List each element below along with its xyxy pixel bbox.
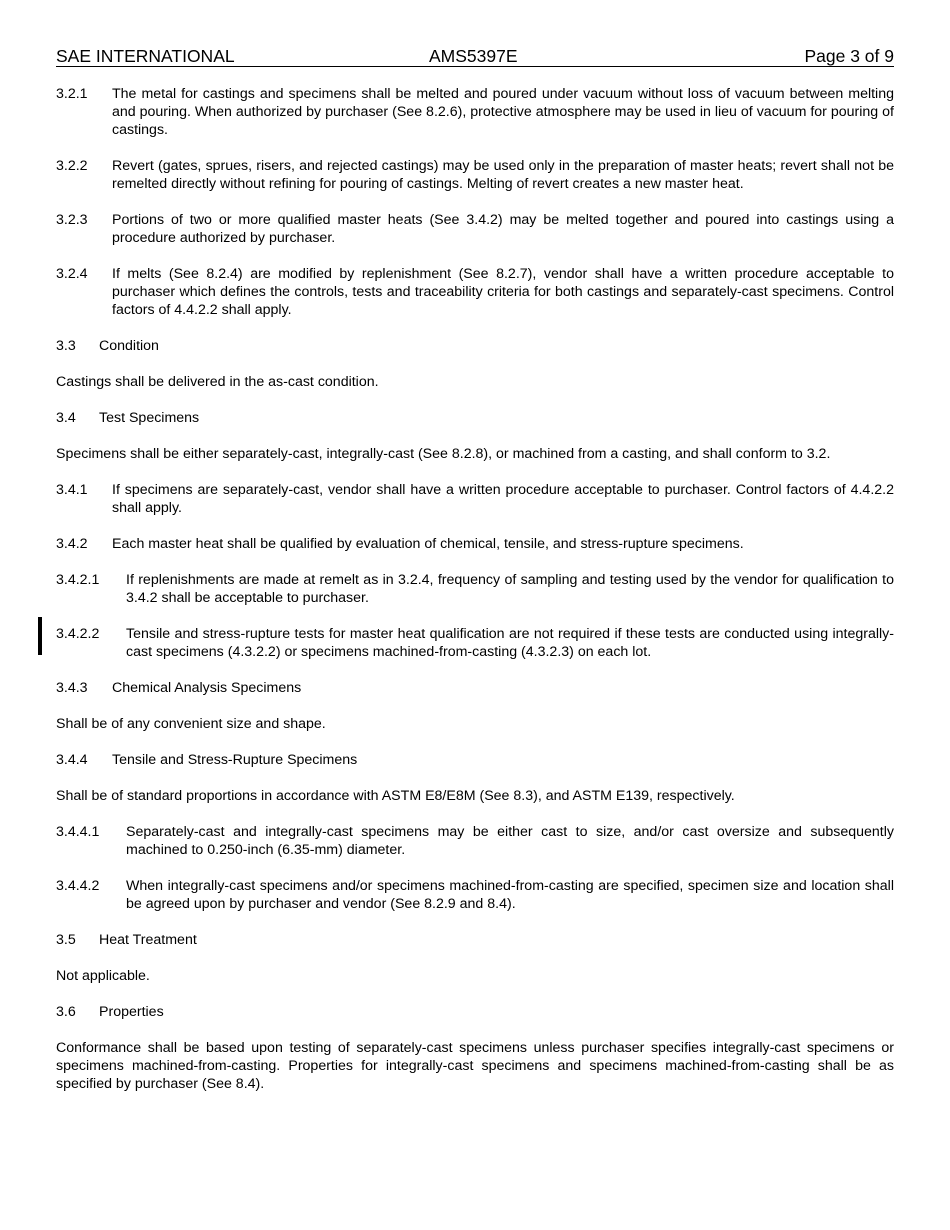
clause-3-2-2 (56, 157, 894, 193)
clause-3-4-2-1 (56, 571, 894, 607)
section-title: Properties (99, 1004, 164, 1020)
section-number: 3.3 (56, 338, 76, 354)
clause-3-2-1 (56, 85, 894, 139)
clause-text: Tensile and stress-rupture tests for master heat qualification are not required if these tests are conducted using integrally-cast specimens (4.3.2.2) or specimens machined-from-casting (4.3.2.3) on each lot. (126, 626, 894, 660)
section-heading-3-4-3 (56, 679, 894, 697)
clause-text: If specimens are separately-cast, vendor shall have a written procedure acceptable to purchaser. Control factors of 4.4.2.2 shall apply. (112, 482, 894, 516)
header-page-number: Page 3 of 9 (804, 46, 894, 66)
section-heading-3-4 (56, 409, 894, 427)
clause-number: 3.2.3 (56, 212, 88, 228)
clause-text: Separately-cast and integrally-cast specimens may be either cast to size, and/or cast oversize and subsequently machined to 0.250-inch (6.35-mm) diameter. (126, 824, 894, 858)
section-title: Condition (99, 338, 159, 354)
section-paragraph-3-3: Castings shall be delivered in the as-cast condition. (56, 374, 379, 390)
clause-3-4-4-2 (56, 877, 894, 913)
clause-number: 3.2.4 (56, 266, 88, 282)
clause-number: 3.2.2 (56, 158, 88, 174)
section-paragraph-3-6: Conformance shall be based upon testing of separately-cast specimens unless purchaser specifies integrally-cast specimens or specimens machined-from-casting. Properties for integrally-cast specimens and specimens machined-from-casting shall be as specified by purchaser (See 8.4). (56, 1040, 894, 1092)
clause-text: When integrally-cast specimens and/or specimens machined-from-casting are specified, specimen size and location shall be agreed upon by purchaser and vendor (See 8.2.9 and 8.4). (126, 878, 894, 912)
section-heading-3-4-4 (56, 751, 894, 769)
section-paragraph-3-4: Specimens shall be either separately-cast, integrally-cast (See 8.2.8), or machined from a casting, and shall conform to 3.2. (56, 446, 831, 462)
clause-3-2-4 (56, 265, 894, 319)
section-number: 3.4.4 (56, 752, 88, 768)
section-heading-3-5 (56, 931, 894, 949)
clause-3-4-4-1 (56, 823, 894, 859)
clause-number: 3.4.4.2 (56, 878, 100, 894)
clause-text: Portions of two or more qualified master heats (See 3.4.2) may be melted together and poured into castings using a procedure authorized by purchaser. (112, 212, 894, 246)
section-number: 3.6 (56, 1004, 76, 1020)
section-title: Test Specimens (99, 410, 200, 426)
clause-number: 3.4.2 (56, 536, 88, 552)
page-header (56, 44, 894, 67)
section-heading-3-3 (56, 337, 894, 355)
section-number: 3.5 (56, 932, 76, 948)
clause-number: 3.4.2.2 (56, 626, 100, 642)
section-number: 3.4.3 (56, 680, 88, 696)
clause-number: 3.4.4.1 (56, 824, 100, 840)
clause-text: Each master heat shall be qualified by evaluation of chemical, tensile, and stress-rupture specimens. (112, 536, 744, 552)
clause-number: 3.2.1 (56, 86, 88, 102)
revision-bar (38, 617, 42, 655)
header-document-id: AMS5397E (429, 46, 518, 66)
clause-text: Revert (gates, sprues, risers, and rejected castings) may be used only in the preparation of master heats; revert shall not be remelted directly without refining for pouring of castings. Melting of revert creates a new master heat. (112, 158, 894, 192)
clause-text: The metal for castings and specimens shall be melted and poured under vacuum without loss of vacuum between melting and pouring. When authorized by purchaser (See 8.2.6), protective atmosphere may be used in lieu of vacuum for pouring of castings. (112, 86, 894, 138)
section-heading-3-6 (56, 1003, 894, 1021)
clause-text: If melts (See 8.2.4) are modified by replenishment (See 8.2.7), vendor shall have a written procedure acceptable to purchaser which defines the controls, tests and traceability criteria for both castings and separately-cast specimens. Control factors of 4.4.2.2 shall apply. (112, 266, 894, 318)
clause-3-4-2-2 (56, 625, 894, 661)
clause-3-4-2 (56, 535, 894, 553)
clause-3-2-3 (56, 211, 894, 247)
document-body (56, 85, 894, 1093)
clause-number: 3.4.2.1 (56, 572, 100, 588)
section-title: Chemical Analysis Specimens (112, 680, 302, 696)
section-title: Tensile and Stress-Rupture Specimens (112, 752, 358, 768)
document-page (56, 44, 894, 1093)
section-paragraph-3-5: Not applicable. (56, 968, 150, 984)
header-organization: SAE INTERNATIONAL (56, 46, 235, 66)
clause-3-4-1 (56, 481, 894, 517)
section-title: Heat Treatment (99, 932, 197, 948)
section-paragraph-3-4-3: Shall be of any convenient size and shape. (56, 716, 326, 732)
clause-number: 3.4.1 (56, 482, 88, 498)
section-paragraph-3-4-4: Shall be of standard proportions in accordance with ASTM E8/E8M (See 8.3), and ASTM E139, respectively. (56, 788, 735, 804)
section-number: 3.4 (56, 410, 76, 426)
clause-text: If replenishments are made at remelt as in 3.2.4, frequency of sampling and testing used by the vendor for qualification to 3.4.2 shall be acceptable to purchaser. (126, 572, 894, 606)
